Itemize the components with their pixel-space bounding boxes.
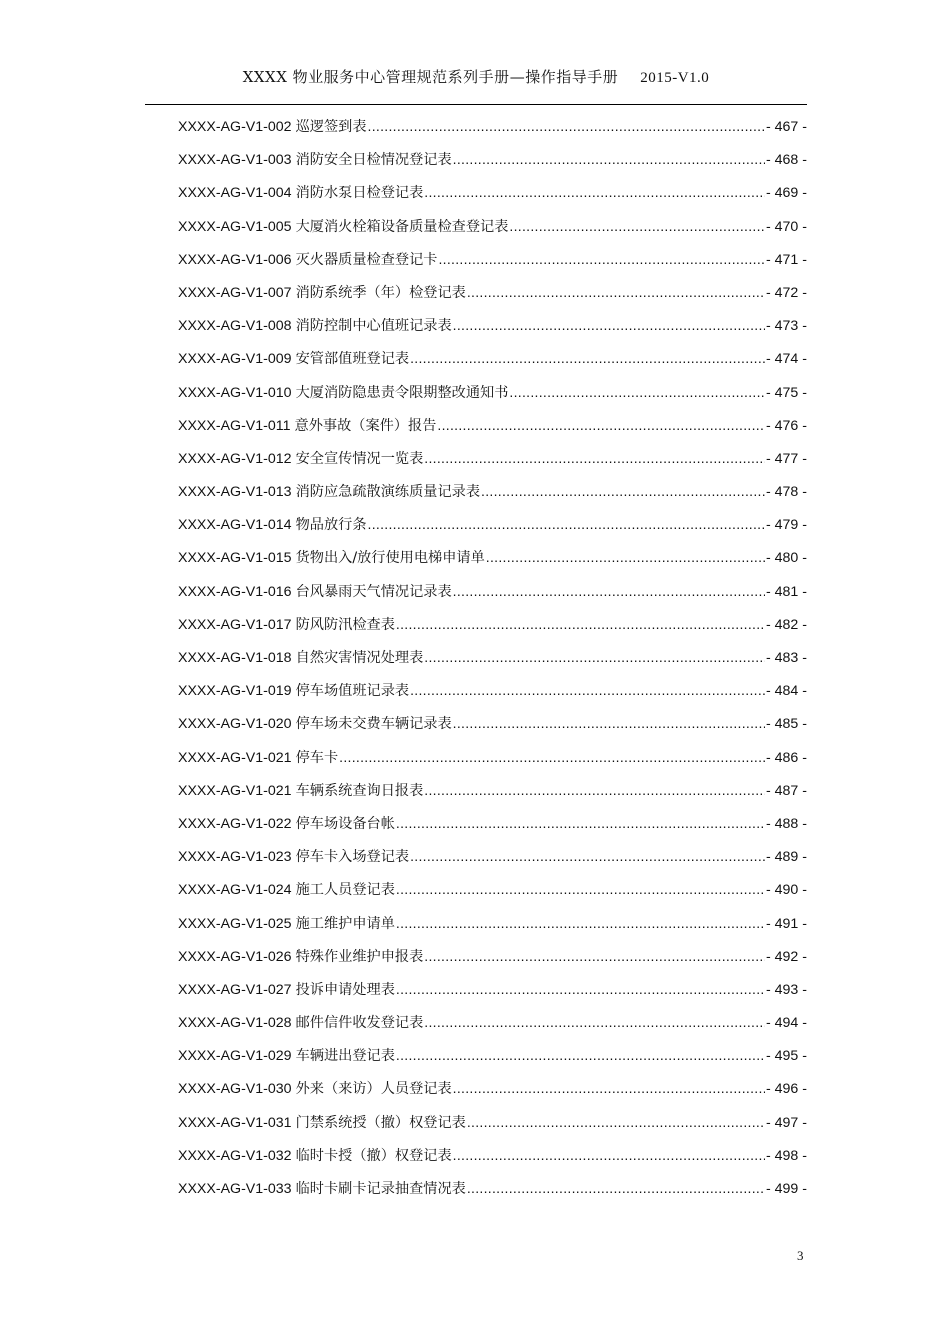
toc-leader-dots	[424, 774, 765, 807]
toc-entry-title: 施工维护申请单	[295, 915, 395, 932]
toc-entry-code: XXXX-AG-V1-030	[178, 1081, 292, 1098]
toc-leader-dots	[453, 1139, 765, 1172]
toc-entry[interactable]	[178, 508, 807, 541]
toc-entry[interactable]	[178, 1106, 807, 1139]
toc-entry[interactable]	[178, 409, 807, 442]
toc-entry-title: 投诉申请处理表	[295, 981, 395, 998]
toc-leader-dots	[467, 276, 765, 309]
toc-entry-page: - 492 -	[765, 948, 807, 965]
toc-entry-title: 施工人员登记表	[295, 882, 395, 899]
toc-entry-page: - 485 -	[765, 716, 807, 733]
toc-entry[interactable]	[178, 1139, 807, 1172]
toc-entry-page: - 486 -	[765, 749, 807, 766]
toc-entry-title: 安全宣传情况一览表	[295, 450, 424, 467]
toc-entry[interactable]	[178, 940, 807, 973]
toc-entry-page: - 471 -	[765, 251, 807, 268]
toc-entry-page: - 491 -	[765, 915, 807, 932]
toc-entry[interactable]	[178, 608, 807, 641]
toc-leader-dots	[453, 143, 765, 176]
toc-entry-code: XXXX-AG-V1-004	[178, 185, 292, 202]
header-divider	[145, 104, 807, 105]
toc-entry[interactable]	[178, 774, 807, 807]
toc-entry-title: 车辆进出登记表	[295, 1048, 395, 1065]
toc-entry-code: XXXX-AG-V1-012	[178, 450, 292, 467]
toc-entry-title: 外来（来访）人员登记表	[295, 1081, 452, 1098]
toc-entry[interactable]	[178, 176, 807, 209]
toc-entry-title: 防风防汛检查表	[295, 616, 395, 633]
toc-leader-dots	[453, 309, 765, 342]
toc-leader-dots	[453, 1072, 765, 1105]
toc-leader-dots	[467, 1172, 765, 1205]
toc-entry-code: XXXX-AG-V1-005	[178, 218, 292, 235]
toc-leader-dots	[509, 210, 765, 243]
toc-entry-page: - 499 -	[765, 1181, 807, 1197]
header-version: 2015-V1.0	[640, 70, 710, 86]
toc-leader-dots	[410, 840, 765, 873]
toc-entry-page: - 473 -	[765, 318, 807, 335]
toc-entry-page: - 487 -	[765, 782, 807, 799]
toc-entry[interactable]	[178, 143, 807, 176]
toc-entry[interactable]	[178, 1172, 807, 1205]
toc-entry-page: - 477 -	[765, 450, 807, 467]
toc-entry[interactable]	[178, 873, 807, 906]
toc-entry-page: - 475 -	[765, 384, 807, 401]
toc-entry[interactable]	[178, 1072, 807, 1105]
toc-entry-code: XXXX-AG-V1-021	[178, 749, 292, 766]
toc-entry-code: XXXX-AG-V1-024	[178, 882, 292, 899]
toc-entry-code: XXXX-AG-V1-014	[178, 517, 292, 534]
toc-entry[interactable]	[178, 376, 807, 409]
toc-entry-code: XXXX-AG-V1-015	[178, 550, 292, 567]
toc-entry-page: - 490 -	[765, 882, 807, 899]
toc-leader-dots	[396, 873, 765, 906]
toc-entry[interactable]	[178, 276, 807, 309]
toc-entry-code: XXXX-AG-V1-027	[178, 981, 292, 998]
toc-entry[interactable]	[178, 707, 807, 740]
toc-entry-code: XXXX-AG-V1-006	[178, 251, 292, 268]
toc-entry[interactable]	[178, 741, 807, 774]
toc-entry-page: - 469 -	[765, 185, 807, 202]
toc-entry-title: 邮件信件收发登记表	[295, 1015, 424, 1032]
toc-leader-dots	[424, 940, 765, 973]
toc-leader-dots	[396, 608, 765, 641]
toc-entry-title: 消防应急疏散演练质量记录表	[295, 484, 481, 501]
toc-leader-dots	[339, 741, 765, 774]
toc-entry-code: XXXX-AG-V1-028	[178, 1015, 292, 1032]
toc-entry-page: - 494 -	[765, 1015, 807, 1032]
toc-entry-code: XXXX-AG-V1-016	[178, 583, 292, 600]
toc-entry-title: 消防系统季（年）检登记表	[295, 284, 466, 301]
toc-entry-title: 灭火器质量检查登记卡	[295, 251, 438, 268]
toc-entry-page: - 493 -	[765, 981, 807, 998]
toc-entry[interactable]	[178, 1006, 807, 1039]
toc-entry-title: 门禁系统授（撤）权登记表	[295, 1114, 466, 1131]
toc-entry-page: - 478 -	[765, 484, 807, 501]
toc-entry-title: 大厦消防隐患责令限期整改通知书	[295, 384, 509, 401]
toc-entry-code: XXXX-AG-V1-013	[178, 484, 292, 501]
toc-entry-code: XXXX-AG-V1-017	[178, 616, 292, 633]
toc-entry-code: XXXX-AG-V1-029	[178, 1048, 292, 1065]
toc-entry-code: XXXX-AG-V1-008	[178, 318, 292, 335]
toc-leader-dots	[453, 707, 765, 740]
toc-leader-dots	[424, 1006, 765, 1039]
toc-entry[interactable]	[178, 575, 807, 608]
toc-entry[interactable]	[178, 342, 807, 375]
toc-entry-title: 停车卡	[295, 749, 339, 766]
toc-leader-dots	[424, 641, 765, 674]
toc-entry-title: 大厦消火栓箱设备质量检查登记表	[295, 218, 509, 235]
toc-entry[interactable]	[178, 807, 807, 840]
toc-entry-page: - 496 -	[765, 1081, 807, 1098]
toc-leader-dots	[396, 807, 765, 840]
toc-entry-title: 停车场值班记录表	[295, 683, 410, 700]
toc-entry-code: XXXX-AG-V1-020	[178, 716, 292, 733]
toc-leader-dots	[437, 409, 765, 442]
toc-leader-dots	[424, 176, 765, 209]
toc-entry-page: - 488 -	[765, 815, 807, 832]
toc-entry[interactable]	[178, 309, 807, 342]
toc-leader-dots	[424, 442, 765, 475]
toc-leader-dots	[486, 541, 765, 574]
toc-entry-page: - 489 -	[765, 849, 807, 866]
toc-entry-page: - 467 -	[765, 119, 807, 135]
toc-entry-code: XXXX-AG-V1-009	[178, 351, 292, 368]
toc-entry-title: 货物出入/放行使用电梯申请单	[295, 550, 485, 567]
toc-entry-code: XXXX-AG-V1-003	[178, 152, 292, 169]
toc-entry-page: - 482 -	[765, 616, 807, 633]
toc-entry-title: 自然灾害情况处理表	[295, 650, 424, 666]
toc-entry[interactable]	[178, 541, 807, 574]
toc-entry-page: - 476 -	[765, 417, 807, 434]
toc-entry-code: XXXX-AG-V1-022	[178, 815, 292, 832]
toc-leader-dots	[481, 475, 765, 508]
toc-leader-dots	[438, 243, 765, 276]
toc-entry-code: XXXX-AG-V1-026	[178, 948, 292, 965]
toc-entry-code: XXXX-AG-V1-002	[178, 119, 292, 135]
toc-entry-code: XXXX-AG-V1-019	[178, 683, 292, 700]
toc-entry-page: - 470 -	[765, 218, 807, 235]
toc-entry[interactable]	[178, 475, 807, 508]
toc-leader-dots	[509, 376, 765, 409]
toc-entry-title: 意外事故（案件）报告	[294, 417, 437, 434]
toc-entry-title: 巡逻签到表	[295, 119, 367, 135]
toc-entry-code: XXXX-AG-V1-007	[178, 284, 292, 301]
toc-entry-code: XXXX-AG-V1-021	[178, 782, 292, 799]
toc-entry-page: - 483 -	[765, 650, 807, 666]
page-number: 3	[797, 1248, 804, 1263]
toc-entry[interactable]	[178, 641, 807, 674]
toc-entry-page: - 495 -	[765, 1048, 807, 1065]
toc-entry-page: - 479 -	[765, 517, 807, 534]
toc-entry-title: 停车场未交费车辆记录表	[295, 716, 452, 733]
toc-entry-code: XXXX-AG-V1-032	[178, 1147, 292, 1164]
toc-entry-page: - 472 -	[765, 284, 807, 301]
toc-entry[interactable]	[178, 1039, 807, 1072]
table-of-contents	[178, 110, 807, 1205]
toc-entry-title: 消防安全日检情况登记表	[295, 152, 452, 169]
toc-entry-page: - 484 -	[765, 683, 807, 700]
toc-leader-dots	[368, 110, 765, 143]
toc-entry-page: - 468 -	[765, 152, 807, 169]
toc-entry-title: 临时卡刷卡记录抽查情况表	[295, 1181, 466, 1197]
toc-entry-page: - 481 -	[765, 583, 807, 600]
toc-entry-page: - 474 -	[765, 351, 807, 368]
toc-entry-title: 消防水泵日检登记表	[295, 185, 424, 202]
page-header	[145, 66, 807, 87]
toc-entry-code: XXXX-AG-V1-023	[178, 849, 292, 866]
toc-leader-dots	[410, 674, 765, 707]
toc-entry-code: XXXX-AG-V1-018	[178, 650, 292, 666]
toc-entry[interactable]	[178, 243, 807, 276]
toc-entry-title: 消防控制中心值班记录表	[295, 318, 452, 335]
toc-entry-title: 物品放行条	[295, 517, 367, 534]
toc-entry[interactable]	[178, 110, 807, 143]
toc-entry[interactable]	[178, 973, 807, 1006]
toc-entry[interactable]	[178, 210, 807, 243]
toc-entry-code: XXXX-AG-V1-011	[178, 417, 291, 434]
toc-entry-code: XXXX-AG-V1-031	[178, 1114, 292, 1131]
toc-entry-code: XXXX-AG-V1-025	[178, 915, 292, 932]
toc-entry-title: 停车卡入场登记表	[295, 849, 410, 866]
toc-entry-title: 台风暴雨天气情况记录表	[295, 583, 452, 600]
toc-leader-dots	[410, 342, 765, 375]
toc-leader-dots	[368, 508, 765, 541]
toc-entry-page: - 498 -	[765, 1147, 807, 1164]
toc-entry-title: 停车场设备台帐	[295, 815, 395, 832]
toc-entry[interactable]	[178, 442, 807, 475]
toc-entry-title: 临时卡授（撤）权登记表	[295, 1147, 452, 1164]
toc-entry-code: XXXX-AG-V1-010	[178, 384, 292, 401]
toc-leader-dots	[396, 973, 765, 1006]
toc-entry[interactable]	[178, 840, 807, 873]
toc-leader-dots	[453, 575, 765, 608]
toc-entry-title: 安管部值班登记表	[295, 351, 410, 368]
toc-leader-dots	[467, 1106, 765, 1139]
toc-entry-code: XXXX-AG-V1-033	[178, 1181, 292, 1197]
toc-leader-dots	[396, 1039, 765, 1072]
toc-leader-dots	[396, 907, 765, 940]
toc-entry-page: - 480 -	[765, 550, 807, 567]
toc-entry[interactable]	[178, 907, 807, 940]
toc-entry-page: - 497 -	[765, 1114, 807, 1131]
toc-entry-title: 特殊作业维护申报表	[295, 948, 424, 965]
toc-entry[interactable]	[178, 674, 807, 707]
toc-entry-title: 车辆系统查询日报表	[295, 782, 424, 799]
header-title: XXXX 物业服务中心管理规范系列手册—操作指导手册	[242, 68, 619, 86]
